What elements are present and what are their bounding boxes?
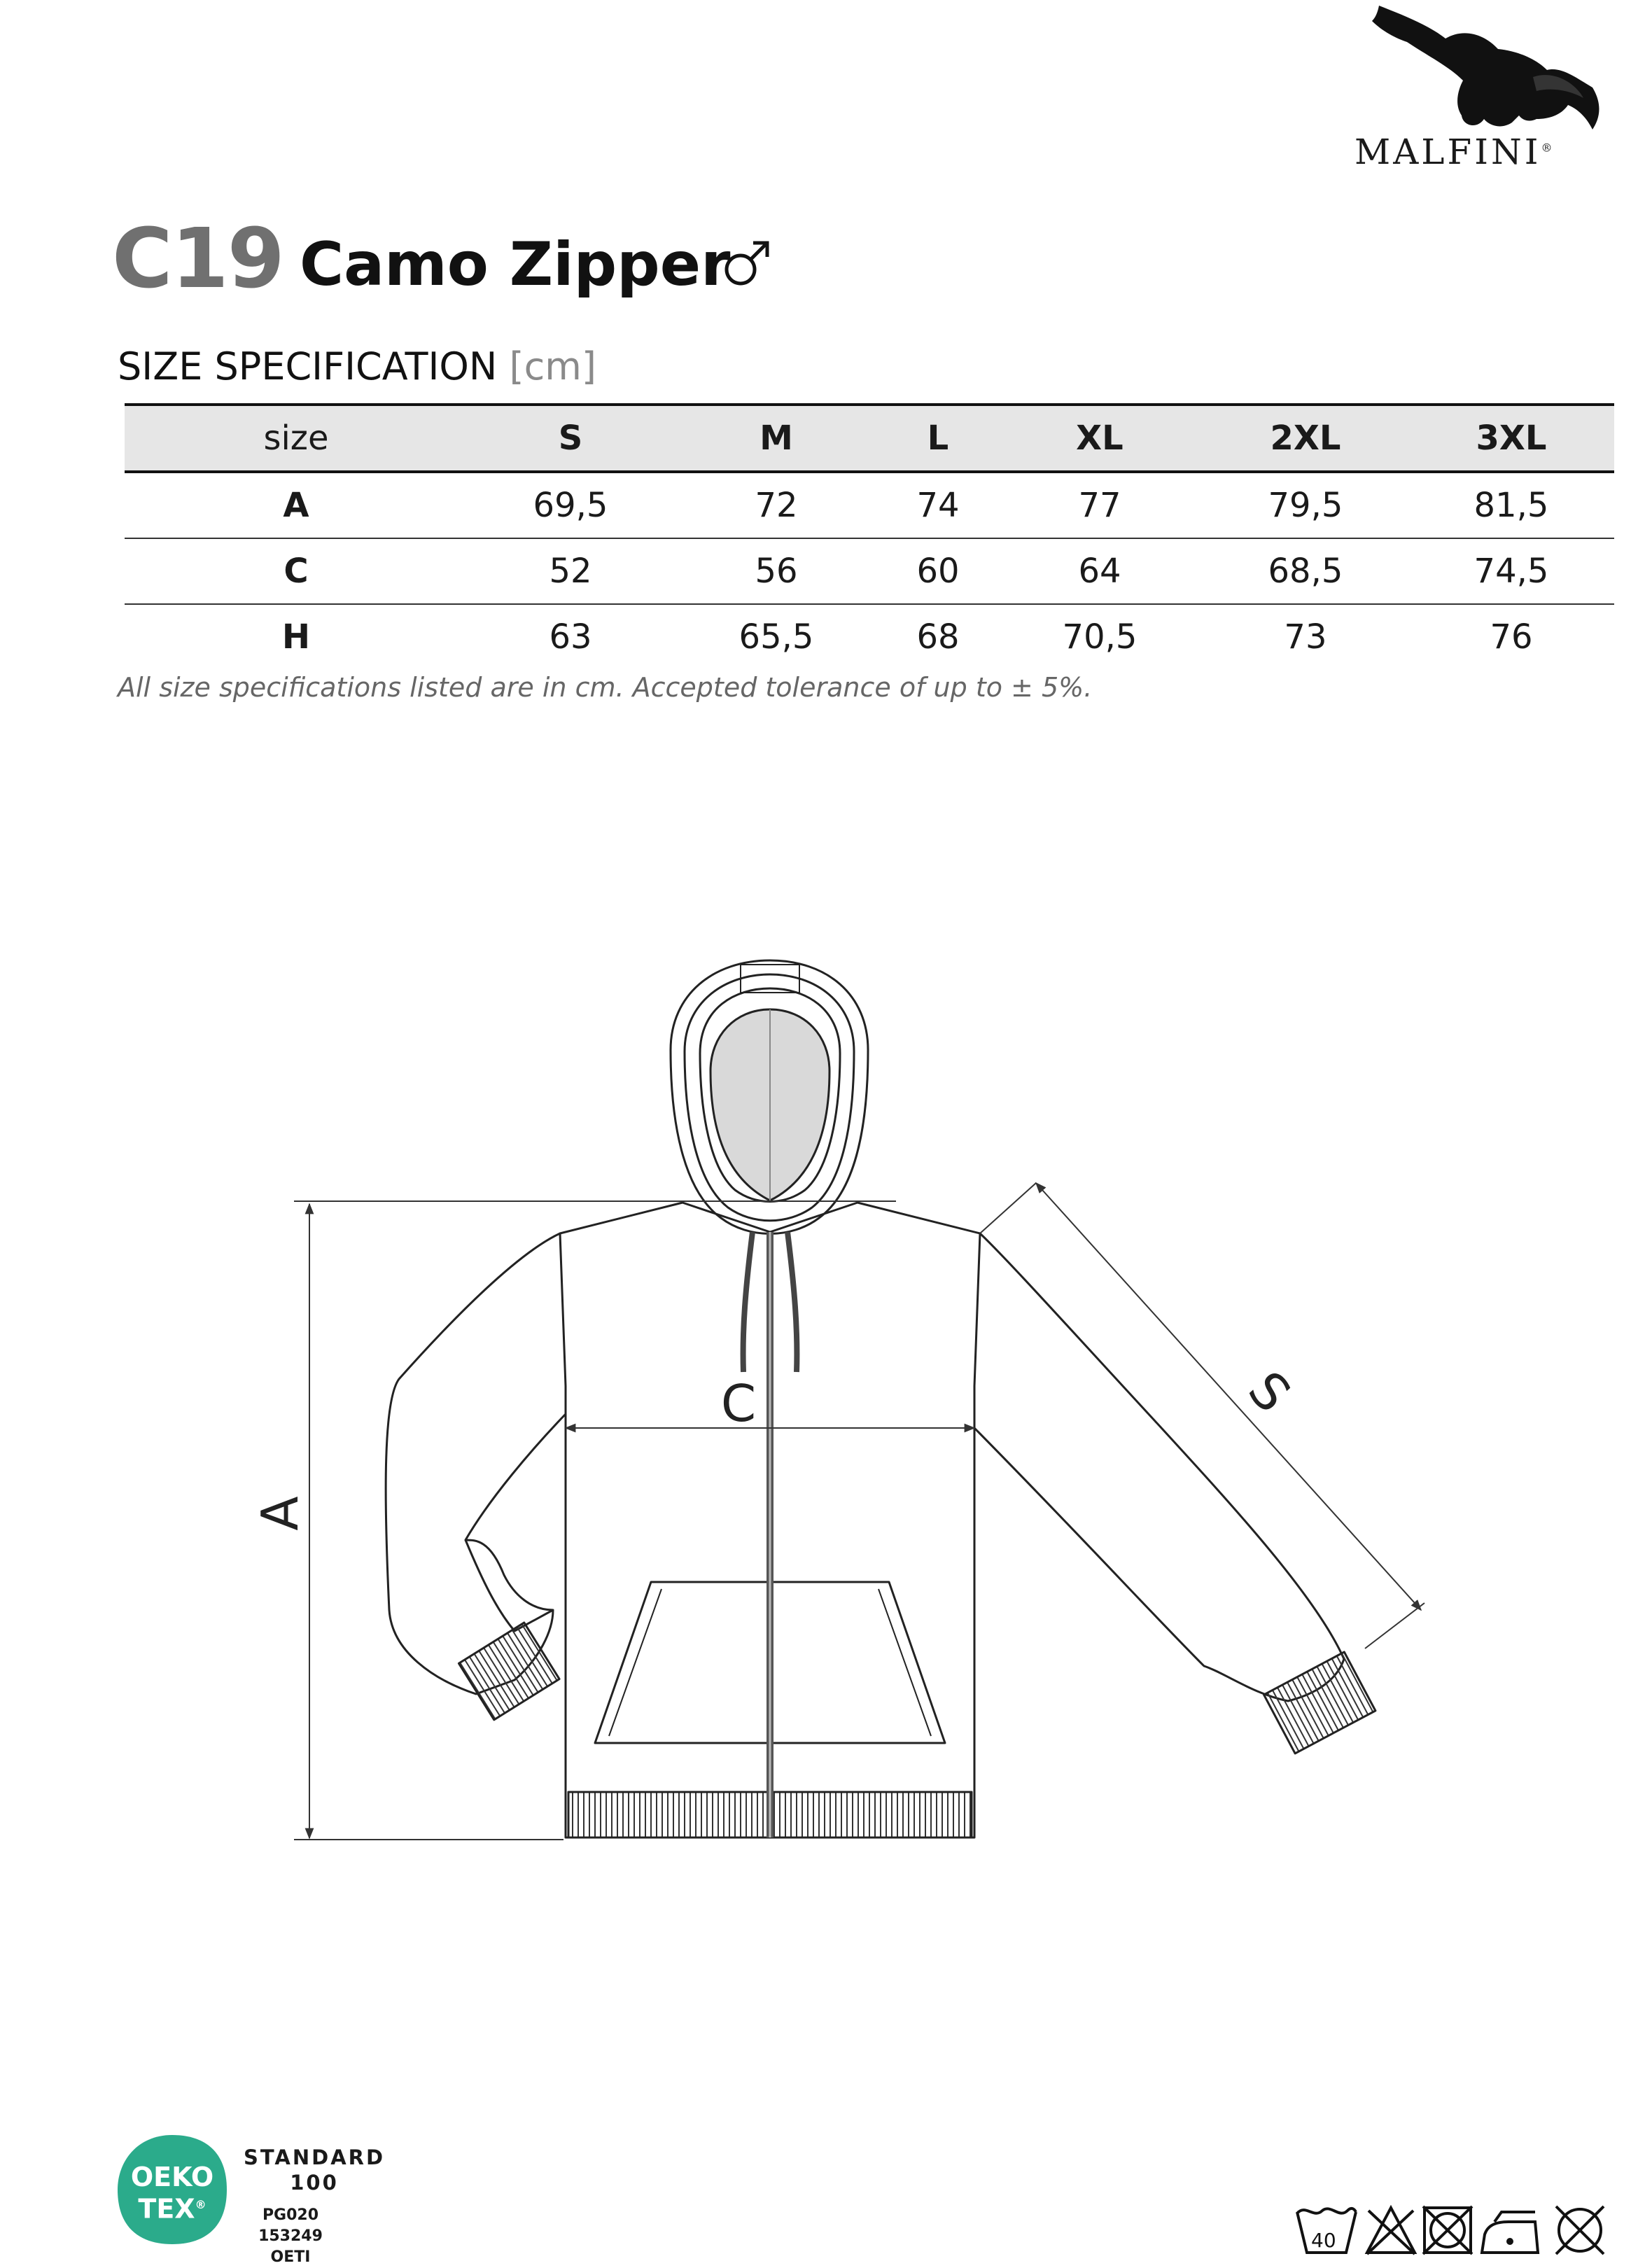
table-row — [125, 604, 1614, 669]
size-table — [125, 403, 1614, 669]
table-cell: 64 — [997, 538, 1203, 604]
column-header: L — [879, 405, 997, 472]
table-cell: 63 — [549, 617, 592, 657]
column-header: 2XL — [1203, 405, 1408, 472]
care-symbols — [1292, 2198, 1614, 2261]
column-header: S — [468, 405, 673, 472]
oeko-badge-line1: OEKO — [130, 2162, 214, 2192]
table-cell: 76 — [1490, 617, 1533, 657]
label-s: S — [1237, 1360, 1303, 1424]
measure-s-line — [1036, 1183, 1421, 1610]
table-cell: 79,5 — [1203, 472, 1408, 538]
right-sleeve — [974, 1233, 1344, 1701]
table-cell: 60 — [879, 538, 997, 604]
column-header: size — [125, 405, 468, 472]
oeko-tex-badge — [116, 2134, 228, 2246]
row-label: A — [125, 472, 468, 538]
iron-low-icon — [1482, 2212, 1538, 2253]
hoodie-measurement-diagram — [0, 910, 1631, 1890]
wash-temp: 40 — [1311, 2229, 1336, 2252]
oeko-cert-number — [238, 2205, 343, 2268]
oeko-badge-line2: TEX — [138, 2193, 195, 2225]
oeko-badge-reg: ® — [195, 2198, 206, 2211]
label-a: A — [251, 1496, 309, 1531]
size-spec-heading: SIZE SPECIFICATION [cm] — [118, 344, 596, 388]
oeko-standard-label — [244, 2145, 385, 2195]
male-icon — [721, 237, 774, 289]
no-tumble-dry-icon — [1423, 2206, 1472, 2254]
row-label: C — [125, 538, 468, 604]
tolerance-note: All size specifications listed are in cm. Accepted tolerance of up to ± 5%. — [118, 672, 1093, 703]
wash-40-icon — [1297, 2208, 1356, 2253]
table-row — [125, 472, 1614, 538]
column-header: 3XL — [1408, 405, 1614, 472]
column-header: M — [673, 405, 879, 472]
table-cell: 74 — [879, 472, 997, 538]
row-label: H — [281, 617, 311, 657]
brand-name: MALFINI® — [1354, 132, 1555, 172]
no-bleach-icon — [1367, 2208, 1415, 2254]
table-cell: 70,5 — [1062, 617, 1138, 657]
table-cell: 74,5 — [1408, 538, 1614, 604]
table-cell: 65,5 — [738, 617, 814, 657]
product-name: Camo Zipper — [300, 230, 731, 300]
cert-number-line1: PG020 153249 — [258, 2206, 323, 2245]
table-header-row — [125, 405, 1614, 472]
table-cell: 69,5 — [468, 472, 673, 538]
table-cell: 52 — [468, 538, 673, 604]
standard-line1: STANDARD — [244, 2146, 386, 2169]
table-cell: 68,5 — [1203, 538, 1408, 604]
table-cell: 72 — [673, 472, 879, 538]
standard-line2: 100 — [290, 2171, 339, 2194]
table-cell: 81,5 — [1408, 472, 1614, 538]
table-cell: 68 — [916, 617, 960, 657]
table-cell: 77 — [997, 472, 1203, 538]
table-row — [125, 538, 1614, 604]
column-header: XL — [997, 405, 1203, 472]
product-code: C19 — [112, 210, 284, 307]
table-cell: 73 — [1284, 617, 1327, 657]
no-dry-clean-icon — [1556, 2206, 1604, 2254]
table-cell: 56 — [673, 538, 879, 604]
left-sleeve — [386, 1233, 566, 1694]
label-c: C — [720, 1374, 757, 1433]
cert-number-line2: OETI — [270, 2248, 311, 2266]
